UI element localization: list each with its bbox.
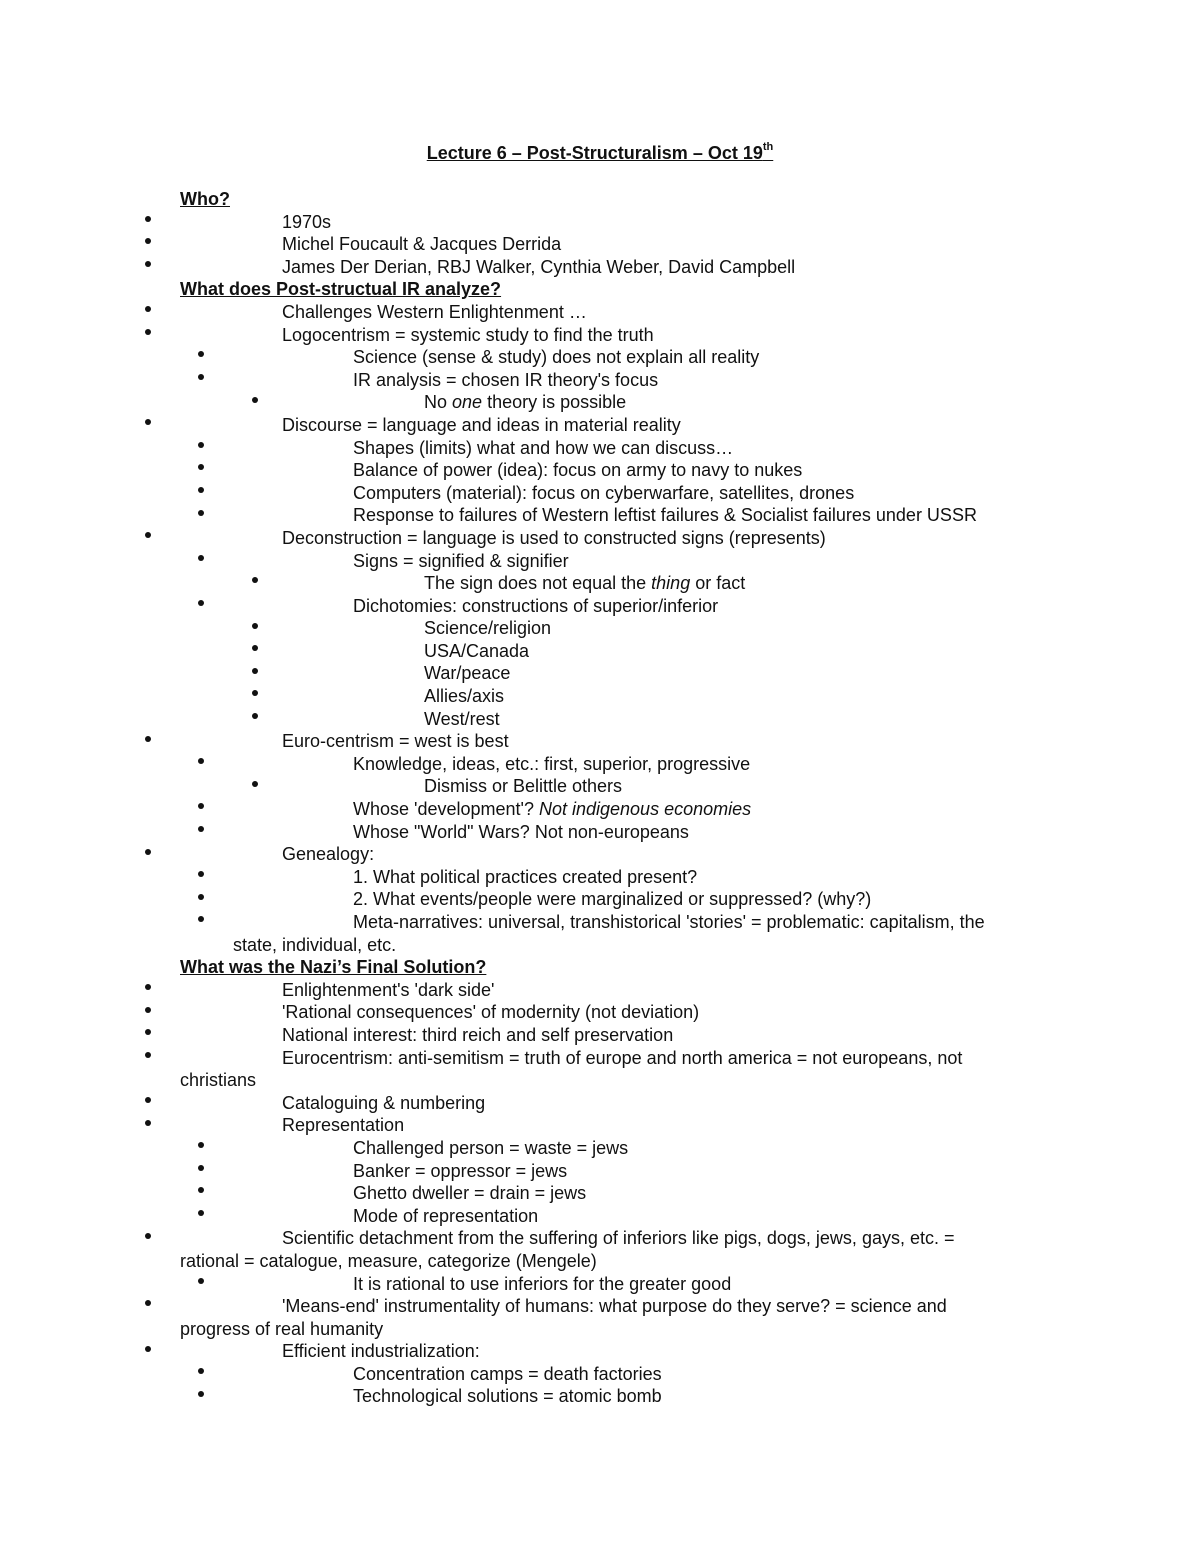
list-item: 1. What political practices created present?	[0, 866, 1200, 889]
bullet-icon	[196, 888, 206, 911]
bullet-icon	[143, 1024, 153, 1047]
list-item: USA/Canada	[0, 640, 1200, 663]
list-item: 2. What events/people were marginalized or suppressed? (why?)	[0, 888, 1200, 911]
bullet-icon	[196, 550, 206, 573]
list-item: James Der Derian, RBJ Walker, Cynthia Weber, David Campbell	[0, 256, 1200, 279]
list-item: Enlightenment's 'dark side'	[0, 979, 1200, 1002]
list-item: No one theory is possible	[0, 391, 1200, 414]
bullet-icon	[143, 843, 153, 866]
bullet-icon	[196, 1160, 206, 1183]
bullet-icon	[196, 437, 206, 460]
list-item: Efficient industrialization:	[0, 1340, 1200, 1363]
bullet-icon	[196, 821, 206, 844]
list-item: Shapes (limits) what and how we can discuss…	[0, 437, 1200, 460]
bullet-icon	[143, 233, 153, 256]
bullet-icon	[143, 211, 153, 234]
list-item: War/peace	[0, 662, 1200, 685]
list-item: IR analysis = chosen IR theory's focus	[0, 369, 1200, 392]
list-item: 'Means-end' instrumentality of humans: what purpose do they serve? = science and	[0, 1295, 1200, 1318]
bullet-icon	[250, 640, 260, 663]
page-title	[0, 142, 1200, 164]
list-item: Logocentrism = systemic study to find the truth	[0, 324, 1200, 347]
bullet-icon	[250, 391, 260, 414]
list-item: 'Rational consequences' of modernity (not deviation)	[0, 1001, 1200, 1024]
bullet-icon	[143, 730, 153, 753]
bullet-icon	[196, 369, 206, 392]
list-item-continuation: christians	[180, 1070, 257, 1091]
list-item: Scientific detachment from the suffering of inferiors like pigs, dogs, jews, gays, etc. =	[0, 1227, 1200, 1250]
bullet-icon	[250, 617, 260, 640]
list-item: The sign does not equal the thing or fact	[0, 572, 1200, 595]
bullet-icon	[196, 1137, 206, 1160]
list-item: Meta-narratives: universal, transhistorical 'stories' = problematic: capitalism, the	[0, 911, 1200, 934]
bullet-icon	[196, 1273, 206, 1296]
list-item: Concentration camps = death factories	[0, 1363, 1200, 1386]
list-item: Mode of representation	[0, 1205, 1200, 1228]
bullet-icon	[196, 504, 206, 527]
list-item: Allies/axis	[0, 685, 1200, 708]
list-item: Balance of power (idea): focus on army to navy to nukes	[0, 459, 1200, 482]
list-item: Science (sense & study) does not explain all reality	[0, 346, 1200, 369]
bullet-icon	[143, 256, 153, 279]
list-item: Michel Foucault & Jacques Derrida	[0, 233, 1200, 256]
bullet-icon	[196, 1363, 206, 1386]
bullet-icon	[196, 911, 206, 934]
bullet-icon	[196, 798, 206, 821]
bullet-icon	[196, 866, 206, 889]
list-item: West/rest	[0, 708, 1200, 731]
list-item: Dichotomies: constructions of superior/inferior	[0, 595, 1200, 618]
bullet-icon	[250, 662, 260, 685]
list-item: Banker = oppressor = jews	[0, 1160, 1200, 1183]
bullet-icon	[143, 1295, 153, 1318]
list-item: Whose "World" Wars? Not non-europeans	[0, 821, 1200, 844]
bullet-icon	[196, 482, 206, 505]
list-item: 1970s	[0, 211, 1200, 234]
list-item: Deconstruction = language is used to constructed signs (represents)	[0, 527, 1200, 550]
bullet-icon	[250, 572, 260, 595]
bullet-icon	[196, 459, 206, 482]
bullet-icon	[250, 775, 260, 798]
bullet-icon	[143, 301, 153, 324]
bullet-icon	[250, 708, 260, 731]
bullet-icon	[143, 324, 153, 347]
bullet-icon	[143, 1340, 153, 1363]
list-item: Science/religion	[0, 617, 1200, 640]
list-item: Discourse = language and ideas in material reality	[0, 414, 1200, 437]
list-item: Challenged person = waste = jews	[0, 1137, 1200, 1160]
list-item: Technological solutions = atomic bomb	[0, 1385, 1200, 1408]
list-item: Signs = signified & signifier	[0, 550, 1200, 573]
list-item-continuation: progress of real humanity	[180, 1318, 384, 1339]
bullet-icon	[143, 979, 153, 1002]
list-item: Response to failures of Western leftist failures & Socialist failures under USSR	[0, 504, 1200, 527]
bullet-icon	[196, 595, 206, 618]
section-heading-analyze: What does Post-structual IR analyze?	[180, 279, 502, 300]
bullet-icon	[143, 414, 153, 437]
list-item: Euro-centrism = west is best	[0, 730, 1200, 753]
bullet-icon	[196, 346, 206, 369]
page-title-text: Lecture 6 – Post-Structuralism – Oct 19	[426, 143, 763, 163]
page-title-superscript: th	[762, 141, 774, 153]
list-item: Knowledge, ideas, etc.: first, superior, progressive	[0, 753, 1200, 776]
list-item: National interest: third reich and self preservation	[0, 1024, 1200, 1047]
bullet-icon	[196, 1182, 206, 1205]
list-item-continuation: state, individual, etc.	[233, 934, 397, 955]
bullet-icon	[250, 685, 260, 708]
list-item: It is rational to use inferiors for the greater good	[0, 1273, 1200, 1296]
bullet-icon	[143, 1114, 153, 1137]
list-item: Representation	[0, 1114, 1200, 1137]
section-heading-final-solution: What was the Nazi’s Final Solution?	[180, 957, 487, 978]
list-item: Eurocentrism: anti-semitism = truth of europe and north america = not europeans, not	[0, 1047, 1200, 1070]
list-item: Genealogy:	[0, 843, 1200, 866]
list-item: Whose 'development'? Not indigenous economies	[0, 798, 1200, 821]
bullet-icon	[196, 1205, 206, 1228]
bullet-icon	[143, 1092, 153, 1115]
bullet-icon	[143, 1001, 153, 1024]
bullet-icon	[143, 527, 153, 550]
list-item: Cataloguing & numbering	[0, 1092, 1200, 1115]
list-item: Ghetto dweller = drain = jews	[0, 1182, 1200, 1205]
lecture-notes	[0, 188, 1200, 1408]
list-item-continuation: rational = catalogue, measure, categorize (Mengele)	[180, 1250, 597, 1271]
bullet-icon	[143, 1227, 153, 1250]
bullet-icon	[143, 1047, 153, 1070]
bullet-icon	[196, 1385, 206, 1408]
section-heading-who: Who?	[180, 189, 230, 209]
list-item: Challenges Western Enlightenment …	[0, 301, 1200, 324]
bullet-icon	[196, 753, 206, 776]
list-item: Computers (material): focus on cyberwarfare, satellites, drones	[0, 482, 1200, 505]
list-item: Dismiss or Belittle others	[0, 775, 1200, 798]
